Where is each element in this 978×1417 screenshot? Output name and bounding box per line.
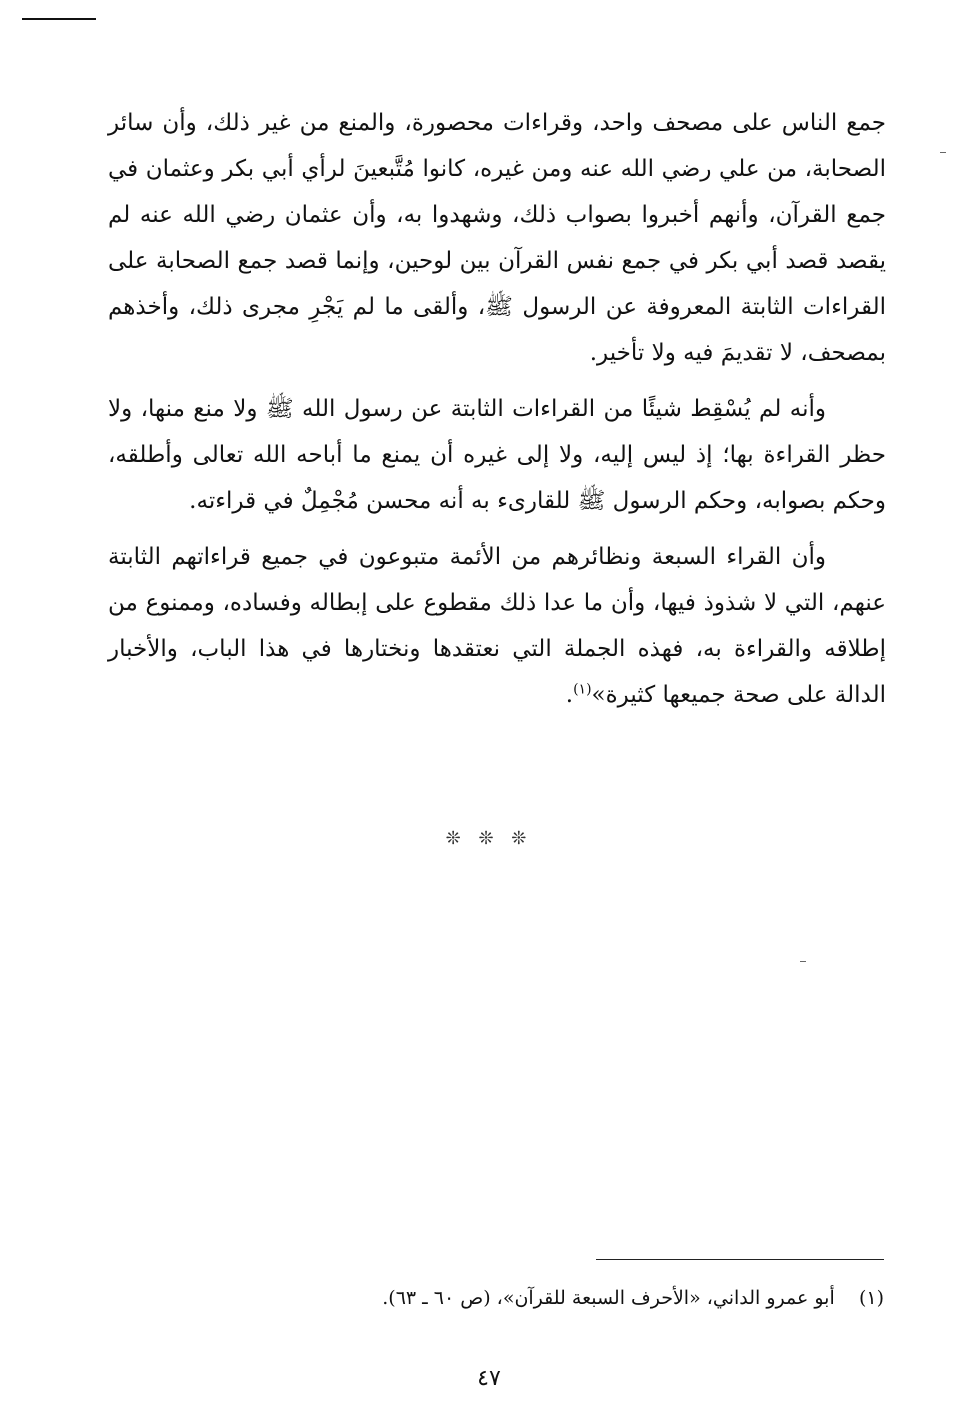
paragraph-1: جمع الناس على مصحف واحد، وقراءات محصورة، والمنع من غير ذلك، وأن سائر الصحابة، من علي رضي الله عنه ومن غيره، كانوا مُتَّبعينَ لرأي أبي بكر وعثمان في جمع القرآن، وأنهم أخبروا بصواب ذلك، وشهدوا به، وأن عثمان رضي الله عنه لم يقصد قصد أبي بكر في جمع نفس القرآن بين لوحين، وإنما قصد جمع الصحابة على القراءات الثابتة المعروفة عن الرسول ﷺ، وألقى ما لم يَجْرِ مجرى ذلك، وأخذهم بمصحف، لا تقديمَ فيه ولا تأخير. <box>108 110 886 366</box>
footnote-rule <box>596 1259 884 1260</box>
page-number: ٤٧ <box>477 1366 501 1391</box>
footnote-reference[interactable]: (١) <box>573 681 592 698</box>
header-rule <box>22 18 96 20</box>
margin-mark <box>940 152 946 153</box>
paragraph-3-text: وأن القراء السبعة ونظائرهم من الأئمة متبوعون في جميع قراءاتهم الثابتة عنهم، التي لا شذوذ فيها، وأن ما عدا ذلك مقطوع على إبطاله وفساده، وممنوع من إطلاقه والقراءة به، فهذه الجملة التي نعتقدها ونختارها في هذا الباب، والأخبار الدالة على صحة جميعها كثيرة» <box>108 544 886 708</box>
body-text <box>108 100 886 728</box>
footnote-marker: (١) <box>858 1287 884 1309</box>
paragraph-2: وأنه لم يُسْقِط شيئًا من القراءات الثابتة عن رسول الله ﷺ ولا منع منها، ولا حظر القراءة بها؛ إذ ليس إليه، ولا إلى غيره أن يمنع ما أباحه الله تعالى وأطلقه، وحكم بصوابه، وحكم الرسول ﷺ للقارىء به أنه محسن مُجْمِلٌ في قراءته. <box>108 396 886 514</box>
section-divider: ❊ ❊ ❊ <box>445 828 533 849</box>
footnote <box>300 1283 884 1313</box>
closing-punctuation: . <box>565 682 574 708</box>
footnote-text: أبو عمرو الداني، «الأحرف السبعة للقرآن»، (ص ٦٠ ـ ٦٣). <box>382 1287 835 1309</box>
paragraph-3 <box>108 534 886 718</box>
margin-mark <box>800 961 806 962</box>
